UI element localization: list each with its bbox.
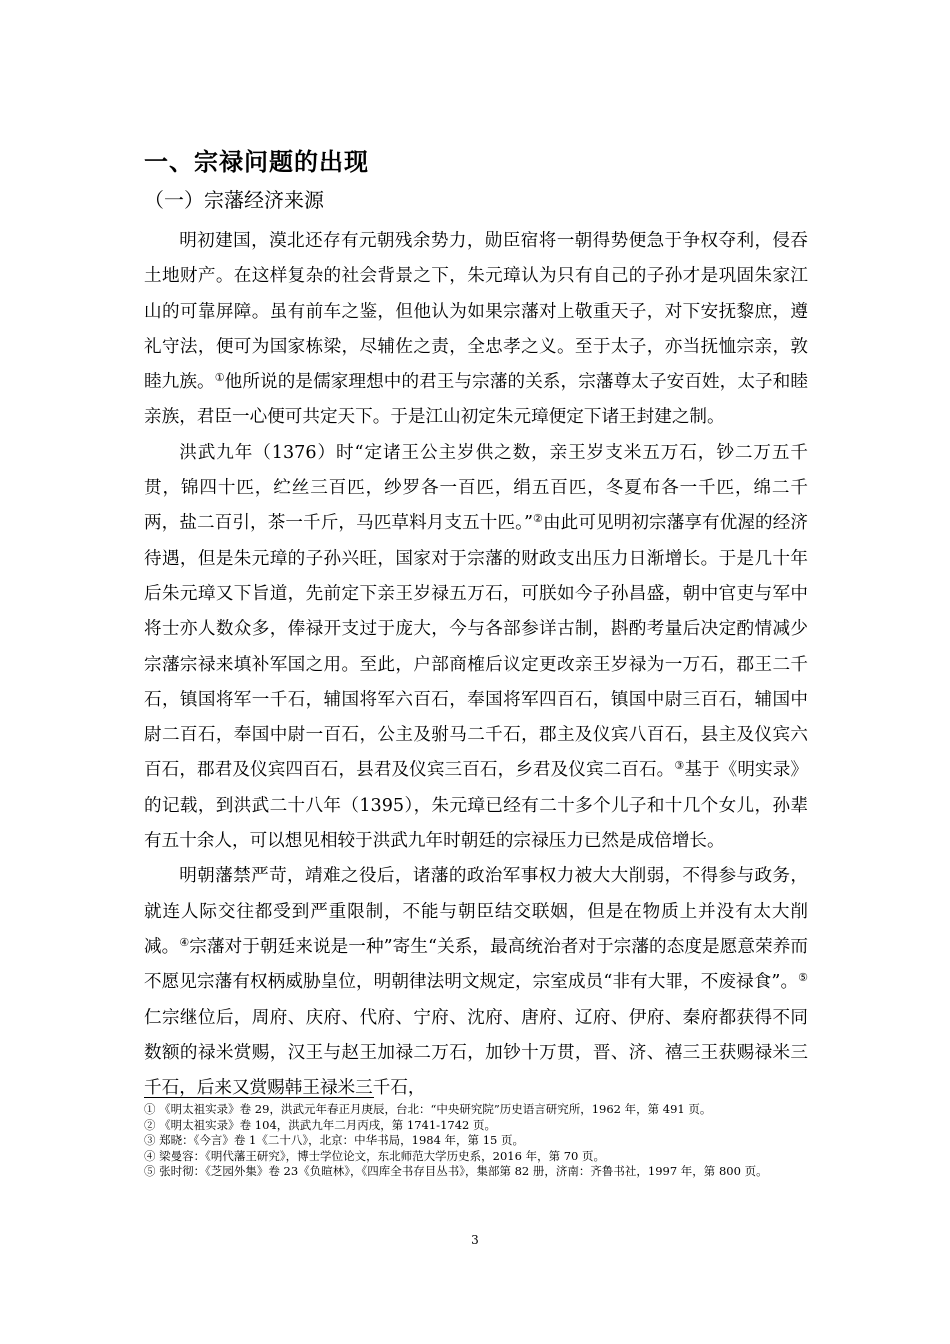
subsection-heading: （一）宗藩经济来源 <box>144 188 324 212</box>
page-number: 3 <box>471 1233 479 1247</box>
footnote-ref-4[interactable]: ④ <box>179 935 190 949</box>
footnote-ref-2[interactable]: ② <box>532 512 543 526</box>
footnote-1: ① 《明太祖实录》卷 29，洪武元年春正月庚辰，台北：“中央研究院”历史语言研究所，1962 年，第 491 页。 <box>144 1102 712 1116</box>
footnote-ref-1[interactable]: ① <box>214 371 225 385</box>
paragraph-text: 明朝藩禁严苛，靖难之役后，诸藩的政治军事权力被大大削弱，不得参与政务，就连人际交往都受到严重限制，不能与朝臣结交联姻，但是在物质上并没有太大削减。 <box>144 866 808 957</box>
section-heading: 一、宗禄问题的出现 <box>144 148 369 176</box>
paragraph-text: 由此可见明初宗藩享有优渥的经济待遇，但是朱元璋的子孙兴旺，国家对于宗藩的财政支出压力日渐增长。于是几十年后朱元璋又下旨道，先前定下亲王岁禄五万石，可朕如今子孙昌盛，朝中官吏与军中将士亦人数众多，俸禄开支过于庞大，今与各部参详古制，斟酌考量后决定酌情减少宗藩宗禄来填补军国之用。至此，户部商榷后议定更改亲王岁禄为一万石，郡王二千石，镇国将军一千石，辅国将军六百石，奉国将军四百石，镇国中尉三百石，辅国中尉二百石，奉国中尉一百石，公主及驸马二千石，郡主及仪宾八百石，县主及仪宾六百石，郡君及仪宾四百石，县君及仪宾三百石，乡君及仪宾二百石。 <box>144 513 808 781</box>
footnote-separator <box>144 1097 374 1098</box>
paragraph-text: 洪武九年（1376）时“定诸王公主岁供之数，亲王岁支米五万石，钞二万五千贯，锦四十匹，纻丝三百匹，纱罗各一百匹，绢五百匹，冬夏布各一千匹，绵二千两，盐二百引，茶一千斤，马匹草料月支五十匹。” <box>144 442 808 534</box>
paragraph-2 <box>144 436 808 860</box>
paragraph-text: 他所说的是儒家理想中的君王与宗藩的关系，宗藩尊太子安百姓，太子和睦亲族，君臣一心便可共定天下。于是江山初定朱元璋便定下诸王封建之制。 <box>144 372 808 428</box>
paragraph-text: 明初建国，漠北还存有元朝残余势力，勋臣宿将一朝得势便急于争权夺利，侵吞土地财产。在这样复杂的社会背景之下，朱元璋认为只有自己的子孙才是巩固朱家江山的可靠屏障。虽有前车之鉴，但他认为如果宗藩对上敬重天子，对下安抚黎庶，遵礼守法，便可为国家栋梁，尽辅佐之责，全忠孝之义。至于太子，亦当抚恤宗亲，敦睦九族。 <box>144 231 808 393</box>
paragraph-text: 基于《明实录》的记载，到洪武二十八年（1395），朱元璋已经有二十多个儿子和十几个女儿，孙辈有五十余人，可以想见相较于洪武九年时朝廷的宗禄压力已然是成倍增长。 <box>144 760 808 852</box>
footnote-3: ③ 郑晓：《今言》卷 1《二十八》，北京：中华书局，1984 年，第 15 页。 <box>144 1133 524 1147</box>
footnote-5: ⑤ 张时彻：《芝园外集》卷 23《负暄林》，《四库全书存目丛书》，集部第 82 册，济南：齐鲁书社，1997 年，第 800 页。 <box>144 1164 768 1178</box>
paragraph-3 <box>144 859 808 1106</box>
footnote-4: ④ 梁曼容：《明代藩王研究》，博士学位论文，东北师范大学历史系，2016 年，第 70 页。 <box>144 1148 606 1163</box>
paragraph-1 <box>144 224 808 436</box>
paragraph-text: 宗藩对于朝廷来说是一种”寄生“关系，最高统治者对于宗藩的态度是愿意荣养而不愿见宗藩有权柄威胁皇位，明朝律法明文规定，宗室成员“非有大罪，不废禄食”。 <box>144 936 808 993</box>
footnote-ref-5[interactable]: ⑤ <box>798 971 808 985</box>
body-text <box>144 224 808 1106</box>
footnotes <box>144 1102 808 1180</box>
paragraph-text: 仁宗继位后，周府、庆府、代府、宁府、沈府、唐府、辽府、伊府、秦府都获得不同数额的禄米赏赐，汉王与赵王加禄二万石，加钞十万贯，晋、济、禧三王获赐禄米三千石，后来又赏赐韩王禄米三千石， <box>144 1007 808 1099</box>
footnote-ref-3[interactable]: ③ <box>674 759 685 773</box>
footnote-2: ② 《明太祖实录》卷 104，洪武九年二月丙戌，第 1741-1742 页。 <box>144 1117 496 1132</box>
